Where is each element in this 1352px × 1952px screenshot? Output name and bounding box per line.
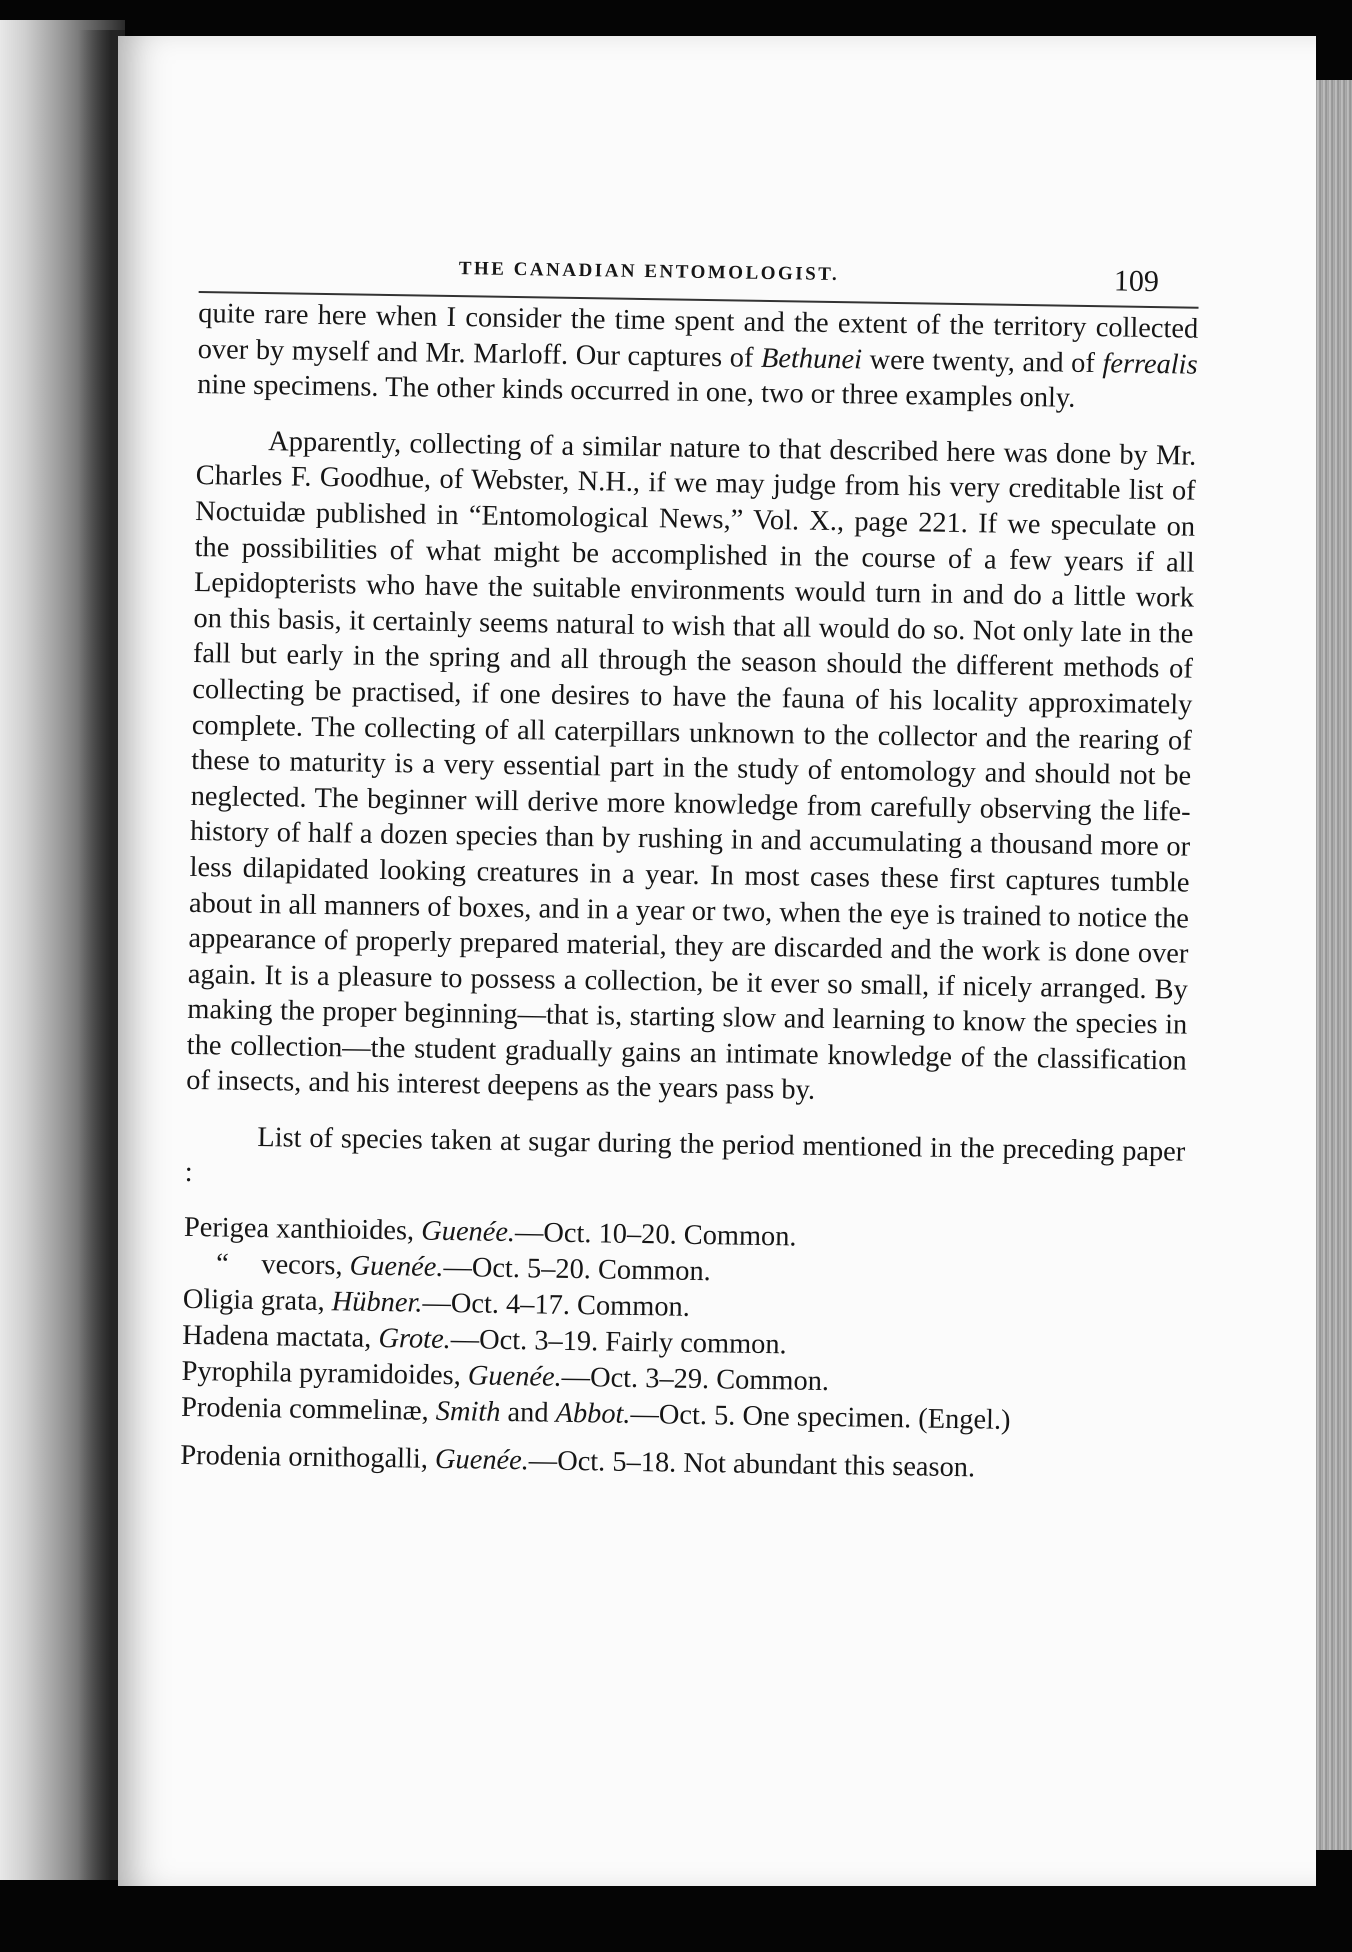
species-author: Smith (435, 1396, 501, 1429)
species-details: —Oct. 10–20. Common. (514, 1217, 797, 1253)
text-run: quite rare here when I consider the time spent and the extent of the territory collected over by myself and Mr. Marloff. Our captures of (197, 297, 1199, 374)
species-details: —Oct. 5–18. Not abundant this season. (528, 1445, 976, 1484)
text-run: were twenty, and of (861, 344, 1103, 379)
species-author: Grote. (378, 1323, 452, 1356)
species-name: Pyrophila pyramidoides, (181, 1356, 469, 1392)
species-entry (180, 1438, 1180, 1490)
species-author: Guenée. (434, 1444, 530, 1477)
species-name-italic: ferrealis (1102, 347, 1198, 381)
paragraph-list-intro: List of species taken at sugar during the period mentioned in the preceding paper : (184, 1122, 1186, 1188)
species-details: —Oct. 4–17. Common. (422, 1287, 691, 1324)
species-author: Guenée. (421, 1215, 516, 1249)
species-connector: and (500, 1397, 556, 1429)
species-details: —Oct. 3–29. Common. (561, 1362, 830, 1398)
species-author: Abbot. (555, 1397, 631, 1431)
running-head (199, 206, 1200, 312)
species-name: Prodenia ornithogalli, (180, 1440, 436, 1476)
page-number: 109 (1113, 264, 1160, 299)
species-details: —Oct. 5–20. Common. (443, 1252, 712, 1288)
species-name: vecors, (261, 1249, 350, 1282)
species-author: Guenée. (467, 1360, 562, 1394)
text-block (180, 206, 1200, 1490)
species-name: Oligia grata, (182, 1284, 333, 1318)
paragraph-collecting: Apparently, collecting of a similar nature to that described here was done by Mr. Charles F. Goodhue, of Webster, N.H., if we may judge from his very creditable list of Noctuidæ published in “Entomological News,” Vol. X., page 221. If we speculate on the possibilities of what might be accomplished in the course of a few years if all Lepidopterists who have the suitable environments would turn in and do a little work on this basis, it certainly seems natural to wish that all would do so. Not only late in the fall but early in the spring and all through the season should the different methods of collecting be practised, if one desires to have the fauna of his locality approximately complete. The collecting of all caterpillars unknown to the collector and the rearing of these to maturity is a very essential part in the study of entomology and should not be neglected. The beginner will derive more knowledge from carefully observing the life-history of half a dozen species than by rushing in and accumulating a thousand more or less dilapidated looking creatures in a year. In most cases these first captures tumble about in all manners of boxes, and in a year or two, when the eye is trained to notice the appearance of properly prepared material, they are discarded and the work is done over again. It is a pleasure to possess a collection, be it ever so small, if nicely arranged. By making the proper beginning—that is, starting slow and learning to know the species in the collection—the student gradually gains an intimate knowledge of the classification of insects, and his interest deepens as the years pass by. (186, 425, 1197, 1107)
text-run: nine specimens. The other kinds occurred in one, two or three examples only. (196, 369, 1076, 414)
body-text (180, 296, 1198, 1490)
journal-title: THE CANADIAN ENTOMOLOGIST. (458, 258, 840, 286)
species-details: —Oct. 5. One specimen. (Engel.) (630, 1399, 1011, 1437)
species-author: Hübner. (331, 1286, 423, 1319)
species-name: Perigea xanthioides, (183, 1212, 422, 1247)
paragraph-continued (197, 296, 1199, 418)
species-name: Hadena mactata, (182, 1320, 379, 1355)
species-details: —Oct. 3–19. Fairly common. (450, 1324, 787, 1361)
species-name-italic: Bethunei (760, 342, 863, 376)
page-stack-edge (1316, 80, 1352, 1850)
ditto-mark: “ (215, 1248, 229, 1280)
species-author: Guenée. (349, 1250, 444, 1284)
species-list (180, 1210, 1184, 1490)
species-name: Prodenia commelinæ, (180, 1392, 437, 1428)
page-sheet (118, 36, 1316, 1886)
